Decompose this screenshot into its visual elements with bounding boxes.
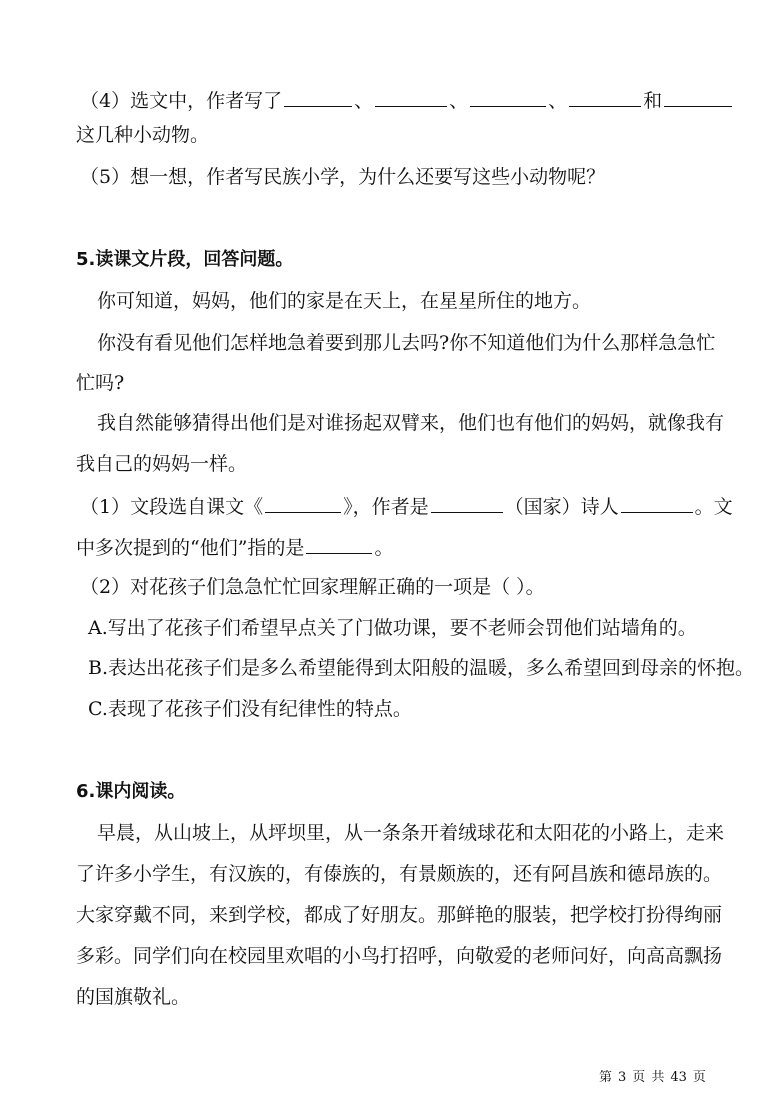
answer-blank[interactable]	[569, 86, 641, 107]
question-5-sub: （5）想一想，作者写民族小学，为什么还要写这些小动物呢？	[80, 166, 606, 188]
option-c[interactable]: C.表现了花孩子们没有纪律性的特点。	[88, 698, 412, 720]
answer-blank[interactable]	[375, 86, 447, 107]
footer-text: 共	[651, 1070, 665, 1085]
paragraph: 你可知道，妈妈，他们的家是在天上，在星星所住的地方。	[97, 290, 592, 312]
page-footer	[596, 1070, 709, 1086]
question-5-1	[80, 492, 733, 520]
paragraph: 的国旗敬礼。	[76, 986, 191, 1008]
question-5-2: （2）对花孩子们急急忙忙回家理解正确的一项是（ ）。	[80, 576, 545, 598]
conjunction: 和	[643, 90, 663, 112]
option-a[interactable]: A.写出了花孩子们希望早点关了门做功课，要不老师会罚他们站墙角的。	[88, 617, 697, 639]
paragraph: 了许多小学生，有汉族的，有傣族的，有景颇族的，还有阿昌族和德昂族的。	[76, 863, 723, 885]
answer-blank[interactable]	[284, 86, 352, 107]
answer-blank[interactable]	[621, 492, 693, 513]
total-pages: 43	[670, 1070, 687, 1085]
paragraph: 忙吗?	[76, 372, 125, 394]
answer-blank[interactable]	[470, 86, 546, 107]
footer-text: 页	[632, 1070, 646, 1085]
footer-text: 页	[692, 1070, 706, 1085]
separator: 、	[449, 90, 469, 112]
question-4	[80, 86, 734, 114]
question-text: 。	[374, 537, 394, 559]
question-text: 。文	[694, 496, 733, 518]
separator: 、	[548, 90, 568, 112]
question-text: （国家）诗人	[504, 496, 619, 518]
paragraph: 我自己的妈妈一样。	[76, 453, 248, 475]
paragraph: 你没有看见他们怎样地急着要到那儿去吗?你不知道他们为什么那样急急忙	[97, 332, 716, 354]
question-4-text: （4）选文中，作者写了	[80, 90, 283, 112]
answer-blank[interactable]	[306, 533, 372, 554]
paragraph: 早晨，从山坡上，从坪坝里，从一条条开着绒球花和太阳花的小路上，走来	[97, 822, 725, 844]
question-4-line2: 这几种小动物。	[76, 124, 210, 146]
page-number: 3	[618, 1070, 627, 1085]
question-text: 中多次提到的“他们”指的是	[76, 537, 305, 559]
separator: 、	[354, 90, 374, 112]
paragraph: 我自然能够猜得出他们是对谁扬起双臂来，他们也有他们的妈妈，就像我有	[97, 412, 725, 434]
footer-text: 第	[599, 1070, 613, 1085]
option-b[interactable]: B.表达出花孩子们是多么希望能得到太阳般的温暖，多么希望回到母亲的怀抱。	[88, 657, 755, 679]
question-text: 》，作者是	[343, 496, 429, 518]
question-5-1-line2	[76, 533, 393, 561]
paragraph: 多彩。同学们向在校园里欢唱的小鸟打招呼，向敬爱的老师问好，向高高飘扬	[76, 945, 723, 967]
question-text: （1）文段选自课文《	[80, 496, 264, 518]
paragraph: 大家穿戴不同，来到学校，都成了好朋友。那鲜艳的服装，把学校打扮得绚丽	[76, 904, 723, 926]
section-5-heading: 5.读课文片段，回答问题。	[76, 249, 294, 270]
answer-blank[interactable]	[431, 492, 503, 513]
answer-blank[interactable]	[664, 86, 732, 107]
section-6-heading: 6.课内阅读。	[76, 781, 186, 802]
answer-blank[interactable]	[265, 492, 341, 513]
